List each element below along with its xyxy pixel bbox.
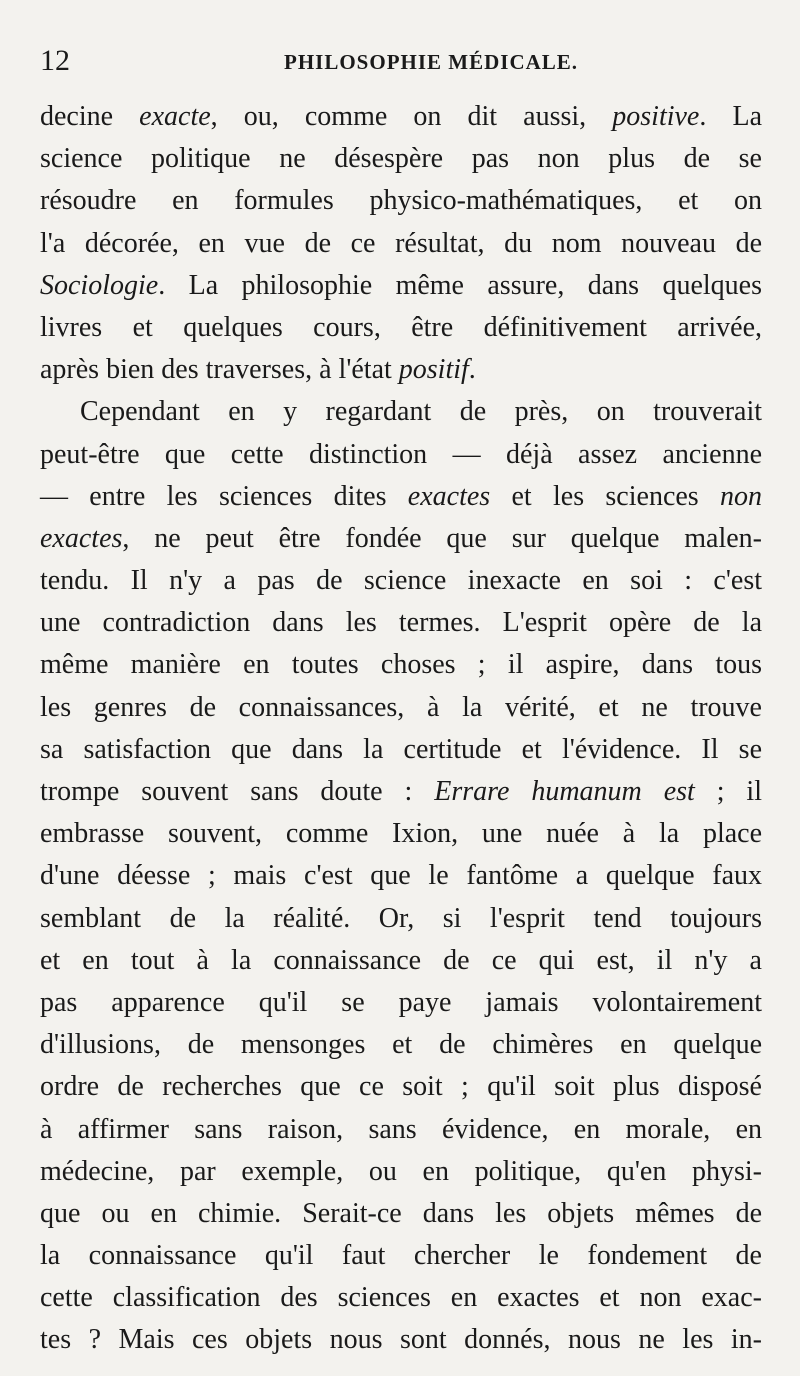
text-line: médecine, par exemple, ou en politique, qu'en physi-: [40, 1155, 762, 1187]
text-line: et en tout à la connaissance de ce qui est, il n'y a: [40, 944, 762, 976]
text-line: les genres de connaissances, à la vérité, et ne trouve: [40, 691, 762, 723]
text-line: pas apparence qu'il se paye jamais volontairement: [40, 986, 762, 1018]
text-line: peut-être que cette distinction — déjà assez ancienne: [40, 438, 762, 470]
text-line: science politique ne désespère pas non plus de se: [40, 143, 762, 175]
text-line: résoudre en formules physico-mathématiques, et on: [40, 185, 762, 217]
text-line: trompe souvent sans doute : Errare humanum est ; il: [40, 776, 762, 807]
text-line: tendu. Il n'y a pas de science inexacte en soi : c'est: [40, 565, 762, 597]
text-line: Cependant en y regardant de près, on trouverait: [80, 396, 762, 428]
page-header: [40, 44, 760, 84]
text-line: cette classification des sciences en exactes et non exac-: [40, 1282, 762, 1314]
text-line: exactes, ne peut être fondée que sur quelque malen-: [40, 522, 762, 554]
text-line: après bien des traverses, à l'état positif.: [40, 354, 476, 386]
text-line: embrasse souvent, comme Ixion, une nuée à la place: [40, 818, 762, 850]
text-line: sa satisfaction que dans la certitude et l'évidence. Il se: [40, 733, 762, 765]
text-line: decine exacte, ou, comme on dit aussi, positive. La: [40, 101, 762, 132]
text-line: la connaissance qu'il faut chercher le fondement de: [40, 1240, 762, 1272]
text-line: semblant de la réalité. Or, si l'esprit tend toujours: [40, 902, 762, 934]
text-line: Sociologie. La philosophie même assure, dans quelques: [40, 269, 762, 301]
text-line: que ou en chimie. Serait-ce dans les objets mêmes de: [40, 1197, 762, 1229]
text-line: même manière en toutes choses ; il aspire, dans tous: [40, 649, 762, 681]
text-line: d'illusions, de mensonges et de chimères en quelque: [40, 1029, 762, 1061]
text-line: d'une déesse ; mais c'est que le fantôme a quelque faux: [40, 860, 762, 892]
running-title: PHILOSOPHIE MÉDICALE.: [284, 50, 579, 74]
text-line: tes ? Mais ces objets nous sont donnés, nous ne les in-: [40, 1324, 762, 1356]
text-line: livres et quelques cours, être définitivement arrivée,: [40, 311, 762, 343]
text-line: ordre de recherches que ce soit ; qu'il soit plus disposé: [40, 1071, 762, 1103]
body-text: [40, 96, 762, 1362]
text-line: à affirmer sans raison, sans évidence, en morale, en: [40, 1113, 762, 1145]
page-number: 12: [40, 44, 70, 77]
text-line: — entre les sciences dites exactes et les sciences non: [40, 480, 763, 512]
text-line: une contradiction dans les termes. L'esprit opère de la: [40, 607, 762, 639]
text-line: l'a décorée, en vue de ce résultat, du nom nouveau de: [40, 227, 762, 259]
